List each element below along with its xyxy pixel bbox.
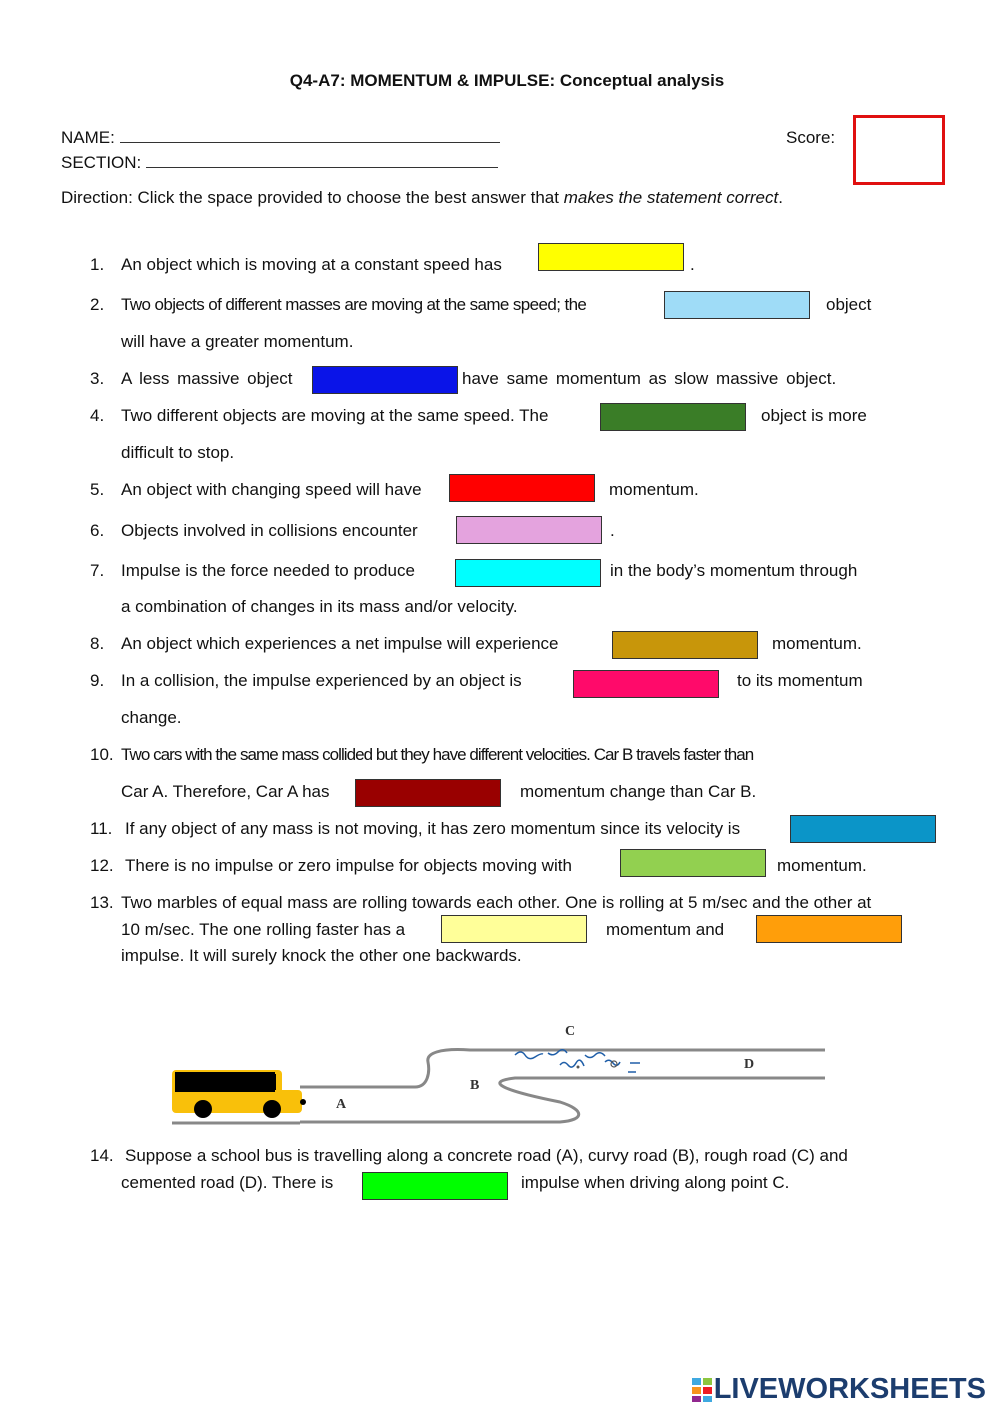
- q7-number: 7.: [90, 561, 105, 580]
- page-title: Q4-A7: MOMENTUM & IMPULSE: Conceptual analysis: [289, 71, 725, 90]
- q1-answer-box[interactable]: [538, 243, 684, 271]
- q14-answer-box[interactable]: [362, 1172, 508, 1200]
- q1-text: An object which is moving at a constant speed has: [121, 255, 502, 274]
- section-label: SECTION:: [61, 153, 142, 172]
- q10-answer-box[interactable]: [355, 779, 501, 807]
- road-label-a: A: [336, 1097, 347, 1112]
- q4-answer-box[interactable]: [600, 403, 746, 431]
- liveworksheets-logo-icon: [692, 1378, 714, 1402]
- q7-text: Impulse is the force needed to produce: [121, 561, 415, 580]
- q12-answer-box[interactable]: [620, 849, 766, 877]
- q3-text-end: have same momentum as slow massive object.: [462, 369, 837, 388]
- q11-number: 11.: [90, 819, 113, 838]
- name-label: NAME:: [61, 128, 115, 147]
- q4-text: Two different objects are moving at the same speed. The: [121, 406, 549, 425]
- q6-number: 6.: [90, 521, 105, 540]
- q12-text-end: momentum.: [777, 856, 867, 875]
- q14-text-end: impulse when driving along point C.: [521, 1173, 790, 1192]
- pebble: [577, 1066, 580, 1069]
- q6-text: Objects involved in collisions encounter: [121, 521, 418, 540]
- q10-text-cont: Car A. Therefore, Car A has: [121, 782, 330, 801]
- q13-number: 13.: [90, 893, 114, 912]
- q14-text-cont: cemented road (D). There is: [121, 1173, 334, 1192]
- score-box: [853, 115, 945, 185]
- q10-text-end: momentum change than Car B.: [520, 782, 757, 801]
- q4-text-cont: difficult to stop.: [121, 443, 235, 462]
- q11-text: If any object of any mass is not moving, it has zero momentum since its velocity is: [125, 819, 741, 838]
- q2-answer-box[interactable]: [664, 291, 810, 319]
- q7-text-end: in the body’s momentum through: [610, 561, 858, 580]
- q1-text-end: .: [690, 255, 695, 274]
- name-field[interactable]: [120, 128, 500, 143]
- q1-number: 1.: [90, 255, 105, 274]
- q8-text-end: momentum.: [772, 634, 862, 653]
- q2-text-end: object: [826, 295, 872, 314]
- q3-answer-box[interactable]: [312, 366, 458, 394]
- q9-answer-box[interactable]: [573, 670, 719, 698]
- q5-answer-box[interactable]: [449, 474, 595, 502]
- q10-number: 10.: [90, 745, 114, 764]
- section-row: [61, 153, 498, 173]
- q3-number: 3.: [90, 369, 105, 388]
- q2-text-cont: will have a greater momentum.: [121, 332, 354, 351]
- road-label-d: D: [744, 1057, 755, 1072]
- q12-text: There is no impulse or zero impulse for objects moving with: [125, 856, 572, 875]
- q9-number: 9.: [90, 671, 105, 690]
- q14-number: 14.: [90, 1146, 114, 1165]
- q13-answer-box-1[interactable]: [441, 915, 587, 943]
- q13-text-cont: 10 m/sec. The one rolling faster has a: [121, 920, 406, 939]
- q8-answer-box[interactable]: [612, 631, 758, 659]
- score-label: Score:: [786, 128, 836, 147]
- q2-text: Two objects of different masses are moving at the same speed; the: [121, 295, 587, 314]
- q6-text-end: .: [610, 521, 615, 540]
- q5-text-end: momentum.: [609, 480, 699, 499]
- q5-number: 5.: [90, 480, 105, 499]
- q2-number: 2.: [90, 295, 105, 314]
- q13-text-mid: momentum and: [606, 920, 725, 939]
- q5-text: An object with changing speed will have: [121, 480, 422, 499]
- road-diagram: [0, 1010, 1000, 1135]
- name-row: [61, 128, 500, 148]
- q10-text: Two cars with the same mass collided but they have different velocities. Car B travels faster than: [121, 745, 754, 764]
- q8-text: An object which experiences a net impulse will experience: [121, 634, 559, 653]
- q7-answer-box[interactable]: [455, 559, 601, 587]
- rough-road-marks: [515, 1050, 640, 1072]
- road-label-c: C: [565, 1024, 576, 1039]
- q9-text: In a collision, the impulse experienced by an object is: [121, 671, 522, 690]
- q14-text: Suppose a school bus is travelling along a concrete road (A), curvy road (B), rough road (C) and: [125, 1146, 848, 1165]
- q13-answer-box-2[interactable]: [756, 915, 902, 943]
- q12-number: 12.: [90, 856, 114, 875]
- q4-number: 4.: [90, 406, 105, 425]
- direction-text: Direction: Click the space provided to choose the best answer that makes the statement correct.: [61, 188, 783, 207]
- q7-text-cont: a combination of changes in its mass and/or velocity.: [121, 597, 518, 616]
- road-label-b: B: [470, 1078, 480, 1093]
- q9-text-end: to its momentum: [737, 671, 863, 690]
- q8-number: 8.: [90, 634, 105, 653]
- q4-text-end: object is more: [761, 406, 867, 425]
- q6-answer-box[interactable]: [456, 516, 602, 544]
- section-field[interactable]: [146, 153, 498, 168]
- q9-text-cont: change.: [121, 708, 182, 727]
- q13-text: Two marbles of equal mass are rolling towards each other. One is rolling at 5 m/sec and the other at: [121, 893, 872, 912]
- school-bus-icon: [172, 1070, 306, 1118]
- q11-answer-box[interactable]: [790, 815, 936, 843]
- q3-text: A less massive object: [121, 369, 293, 388]
- brand-logo-text: LIVEWORKSHEETS: [713, 1373, 986, 1405]
- q13-text-end: impulse. It will surely knock the other one backwards.: [121, 946, 522, 965]
